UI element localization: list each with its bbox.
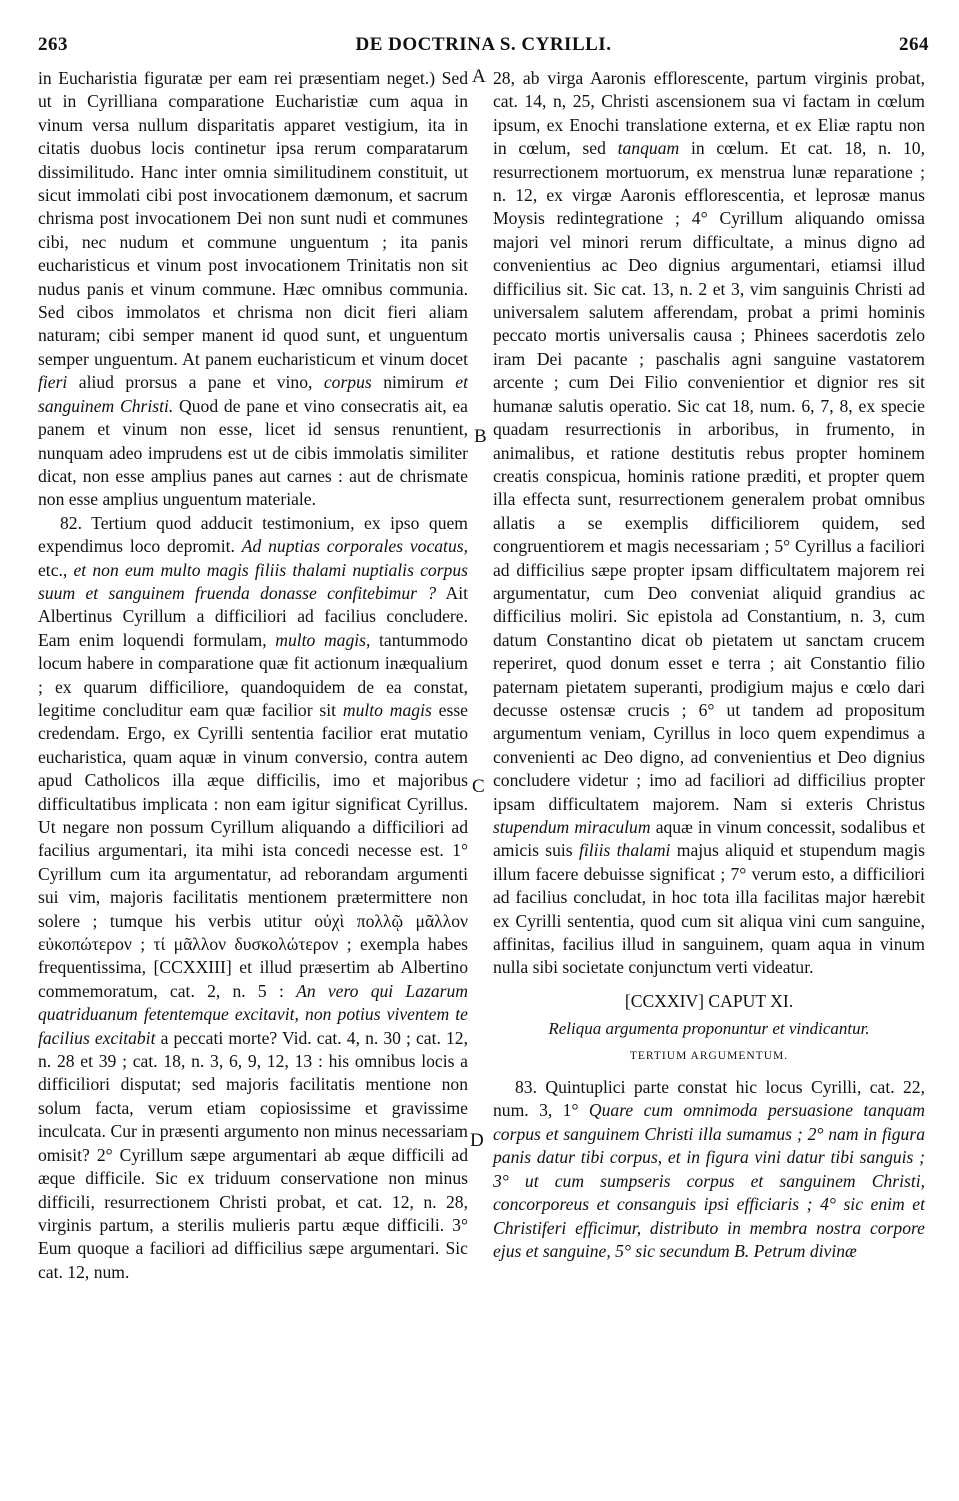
running-header	[38, 34, 929, 60]
text-run: tantummodo locum habere in comparatione quæ fit actionum inæqualium ; ex quarum difficiliore, quandoquidem de ea constat, legitime concluditur eam quæ facilior sit	[38, 629, 468, 720]
text-run-italic: fieri	[38, 372, 68, 393]
paragraph-83	[493, 1076, 925, 1263]
margin-marker-d: D	[470, 1130, 484, 1151]
left-column	[38, 67, 468, 1284]
running-title: DE DOCTRINA S. CYRILLI.	[355, 34, 612, 55]
text-run: aquæ in vinum concessit, sodalibus et amicis suis	[493, 817, 926, 861]
text-run-italic: An vero qui Lazarum quatriduanum fetentemque excitavit, non potius viventem te facilius excitabit	[38, 980, 468, 1048]
margin-marker-a: A	[472, 66, 486, 87]
text-run-italic: et non eum multo magis filiis thalami nuptialis corpus suum et sanguinem fruenda donasse confitebimur ?	[38, 559, 468, 603]
text-run-italic: multo magis,	[275, 629, 371, 650]
text-run: etc.,	[38, 559, 68, 580]
text-run: majus aliquid et stupendum magis illum facere debuisse significat ; 7° verum esto, a difficiliori ad facilius concludat, in hoc tota illa facilitas major hærebit ex Cyrilli sententia, quod cum sit aliqua vini cum sanguine, affinitas, facilius illud in sanguinem, quam aqua in vinum nulla sibi societate conjunctum verti videatur.	[493, 840, 926, 978]
paragraph-left-1	[38, 67, 468, 512]
chapter-subheading: Reliqua argumenta proponuntur et vindicantur.	[548, 1019, 870, 1039]
text-run: 82. Tertium quod adducit testimonium, ex ipso quem expendimus loco depromit.	[38, 512, 468, 557]
text-run-italic: filiis thalami	[579, 840, 671, 861]
text-run: esse credendam. Ergo, ex Cyrilli sententia facilior erat mutatio eucharistica, quam aquæ in vinum conversio, contra autem apud Catholicos illa æque difficilis, imo et majoribus difficultatibus implicata : non eam igitur significat Cyrillus. Ut negare non possum Cyrillum aliquando a difficiliori ad facilius argumentari, ita mihi ista concedi necesse est. 1° Cyrillum cum ita argumentatur, ad reborandam argumenti sui vim, majoris facilitatis mentionem prætermittere non solere ; tumque his verbis utitur οὐχὶ πολλῷ μᾶλλον εὐκοπώτερον ; τί μᾶλλον δυσκολώτερον ; exempla habes frequentissima, [CCXXIII] et illud præsertim ab Albertino commemoratum, cat. 2, n. 5 :	[38, 699, 468, 1001]
page-number-left: 263	[38, 34, 68, 55]
text-run-italic: multo magis	[342, 699, 432, 720]
text-run: Ait Albertinus Cyrillum a difficiliori ad facilius concludere. Eam enim loquendi formulam,	[38, 582, 468, 650]
text-run: in Eucharistia figuratæ per eam rei præsentiam neget.) Sed ut in Cyrilliana comparatione Eucharistiæ cum aqua in vinum versa nullum disparitatis apparet vestigium, ita in citatis duobus locis continetur ipsa rerum comparatarum dissimilitudo. Hanc inter omnia similitudinem constituit, ut sicut immolati cibi post invocationem dæmonum, et sacrum chrisma post invocationem Dei non sunt nudi et communes cibi, nec nudum et commune unguentum ; ita panis eucharisticus et vinum post invocationem Trinitatis non sit nudus panis et vinum commune. Hæc omnibus communia. Sed cibos immolatos et chrisma non dicit fieri aliam naturam; cibi semper manent id quod sunt, et unguentum semper unguentum. At panem eucharisticum et vinum docet	[38, 68, 468, 369]
right-column	[493, 67, 925, 1263]
margin-marker-c: C	[472, 776, 485, 797]
margin-marker-b: B	[474, 426, 487, 447]
text-run: nimirum	[383, 372, 444, 393]
text-run: Quod de pane et vino consecratis ait, ea panem et vinum non esse, licet id sensus renuntient, nunquam adeo imprudens est ut de cibis immolatis similiter dicat, non esse amplius panes aut carnes : aut de chrismate non esse amplius unguentum materiale.	[38, 395, 468, 510]
text-run: 28, ab virga Aaronis efflorescente, partum virginis probat, cat. 14, n, 25, Christi ascensionem sua vi factam in cœlum ipsum, ex Enochi translatione externa, et ex Eliæ raptu non in cœlum, sed	[493, 68, 925, 159]
chapter-heading: [CCXXIV] CAPUT XI.	[624, 990, 794, 1011]
text-run-italic: tanquam	[617, 138, 680, 159]
text-run-italic: Ad nuptias corporales vocatus,	[241, 536, 468, 557]
paragraph-right-1	[493, 67, 925, 980]
text-run-italic: stupendum miraculum	[493, 817, 651, 837]
text-run: aliud prorsus a pane et vino,	[78, 372, 313, 393]
text-run-italic: et sanguinem Christi.	[38, 372, 468, 416]
text-run: a peccati morte? Vid. cat. 4, n. 30 ; cat. 12, n. 28 et 39 ; cat. 18, n. 3, 6, 9, 12, 13 : his omnibus locis a difficiliori disputat; sed majoris facilitatis mentione non solum facta, verum etiam copiosissime et gravissime inculcata. Cur in præsenti argumento non minus necessariam omisit? 2° Cyrillum sæpe argumentari ab æque difficili ad æque difficile. Sic ex triduum conservatione non minus difficili, resurrectionem Christi probat, et cat. 12, n. 28, virginis partum, a sterilis mulieris partu æque difficili. 3° Eum quoque a faciliori ad difficilius sæpe argumentari. Sic cat. 12, num.	[38, 1027, 468, 1282]
page-number-right: 264	[898, 34, 929, 55]
paragraph-82	[38, 512, 468, 1284]
text-run: in cœlum. Et cat. 18, n. 10, resurrectionem mortuorum, ex menstrua lunæ reparatione ; n. 12, ex virgæ Aaronis efflorescentia, et leprosæ manus Moysis redintegratione ; 4° Cyrillum aliquando omissa majori vel minori rerum difficultate, a minus digno ad convenientius ac Deo dignius argumentari, etiamsi illud difficilius sit. Sic cat. 13, n. 2 et 3, vim sanguinis Christi ad universalem salutem afferendam, probat a primi hominis peccato mortis universalis causa ; Phinees sacerdotis zelo iram Dei pacante ; paschalis agni sanguine vastatorem arcente ; cum Dei Filio convenientior et dignior res sit humanæ salutis operatio. Sic cat 18, num. 6, 7, 8, ex specie quadam resurrectionis in arboribus, in frumento, in animalibus, et ratione destitutis rebus propter hominem creatis conspicua, hominis ratione præditi, et propter quem illa effecta sunt, resurrectionem generalem probat omnibus allatis a se exemplis difficiliorem quidem, sed congruentiorem et magis necessariam ; 5° Cyrillus a faciliori ad difficilius sæpe propter ipsam difficultatem majorem rei argumentatur, cum Deo conveniat aliquid grandius ac difficilius moliri. Sic epistola ad Constantium, n. 3, cum datum Constantino dicat ob pietatem ut sanctam crucem reperiret, quod donum esset e terra ; ait Constantio filio paternam pietatem superanti, prodigium majus e cœlo dari decusse ostensæ crucis ; 6° ut tandem ad propositum argumentum veniam, Cyrillus in loco quem expendimus a convenienti ac Deo digno, ad convenientius et Deo dignius concludere videtur ; imo ad faciliori ad difficilius propter ipsam difficultatem majorem. Nam si exteris Christus	[493, 138, 926, 814]
section-label: TERTIUM ARGUMENTUM.	[629, 1049, 789, 1062]
text-run: 83. Quintuplici parte constat hic locus Cyrilli, cat. 22, num. 3, 1°	[493, 1077, 925, 1121]
text-run-italic: Quare cum omnimoda persuasione tanquam corpus et sanguinem Christi illa sumamus ; 2° nam in figura panis datur tibi corpus, et in figura vini datur tibi sanguis ; 3° ut cum sumpseris corpus et sanguinem Christi, concorporeus et consanguis ipsi efficiaris ; 4° sic enim et Christiferi efficimur, distributo in membra nostra corpore ejus et sanguine, 5° sic secundum B. Petrum divinæ	[493, 1100, 925, 1261]
text-run-italic: corpus	[323, 372, 372, 393]
